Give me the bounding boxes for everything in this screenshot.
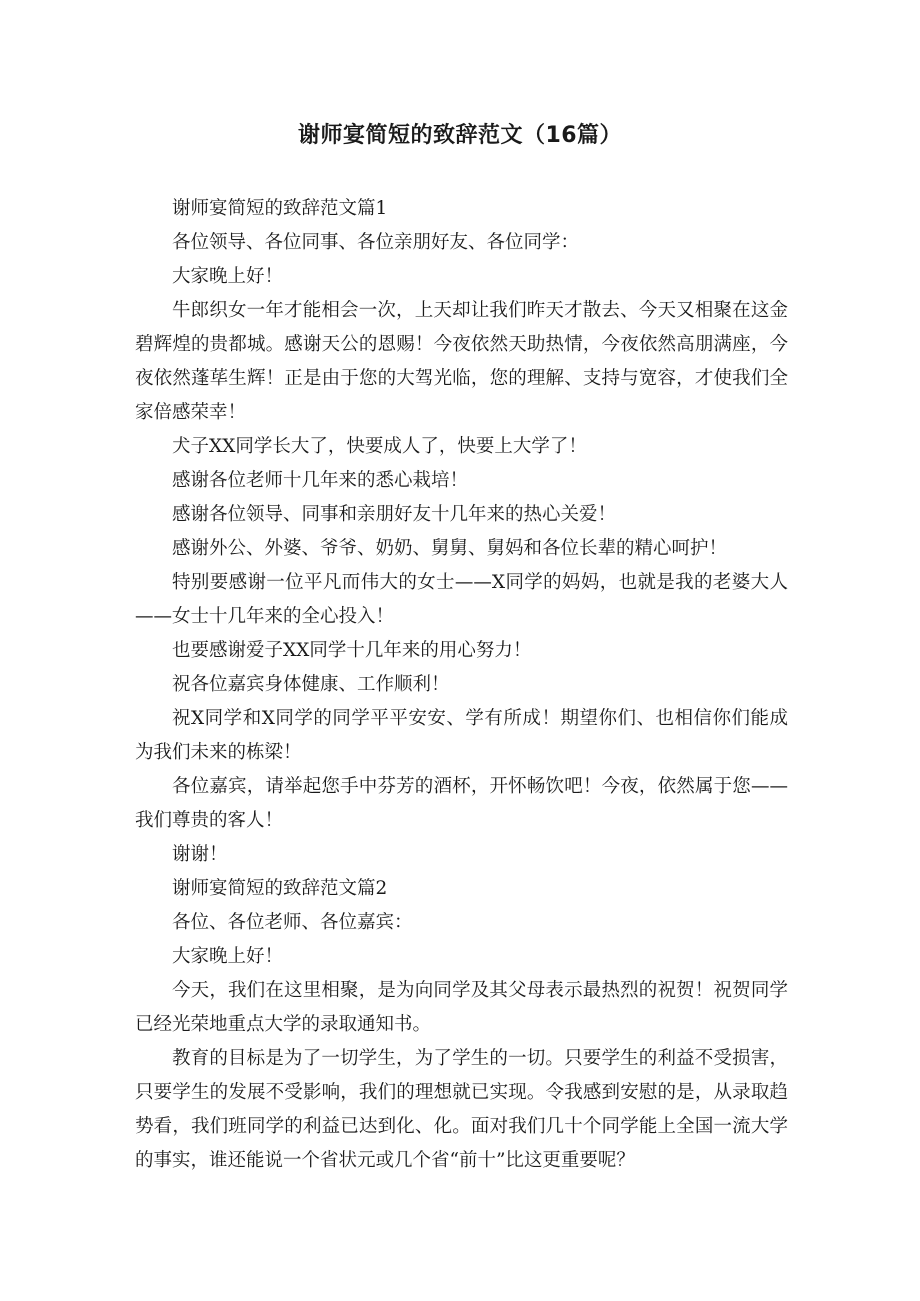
salutation: 各位、各位老师、各位嘉宾：	[172, 912, 413, 933]
paragraph: 感谢外公、外婆、爷爷、奶奶、舅舅、舅妈和各位长辈的精心呵护！	[172, 538, 728, 559]
paragraph: 各位嘉宾，请举起您手中芬芳的酒杯，开怀畅饮吧！今夜，依然属于您——我们尊贵的客人！	[135, 776, 788, 831]
paragraph: 犬子XX同学长大了，快要成人了，快要上大学了！	[172, 436, 587, 457]
section-heading: 谢师宴简短的致辞范文篇2	[172, 878, 388, 899]
salutation: 各位领导、各位同事、各位亲朋好友、各位同学：	[172, 232, 580, 253]
document-title: 谢师宴简短的致辞范文（16篇）	[297, 123, 623, 148]
section-heading: 谢师宴简短的致辞范文篇1	[172, 198, 388, 219]
paragraph: 牛郎织女一年才能相会一次，上天却让我们昨天才散去、今天又相聚在这金碧辉煌的贵都城。感谢天公的恩赐！今夜依然天助热情，今夜依然高朋满座，今夜依然蓬荜生辉！正是由于您的大驾光临，您的理解、支持与宽容，才使我们全家倍感荣幸！	[135, 300, 788, 423]
paragraph: 感谢各位领导、同事和亲朋好友十几年来的热心关爱！	[172, 504, 617, 525]
paragraph: 祝各位嘉宾身体健康、工作顺利！	[172, 674, 450, 695]
paragraph: 教育的目标是为了一切学生，为了学生的一切。只要学生的利益不受损害，只要学生的发展不受影响，我们的理想就已实现。令我感到安慰的是，从录取趋势看，我们班同学的利益已达到化、化。面对我们几十个同学能上全国一流大学的事实，谁还能说一个省状元或几个省“前十”比这更重要呢？	[135, 1048, 788, 1171]
paragraph: 感谢各位老师十几年来的悉心栽培！	[172, 470, 469, 491]
greeting: 大家晚上好！	[172, 946, 284, 967]
paragraph: 也要感谢爱子XX同学十几年来的用心努力！	[172, 640, 532, 661]
greeting: 大家晚上好！	[172, 266, 284, 287]
closing: 谢谢！	[172, 844, 228, 865]
paragraph: 祝X同学和X同学的同学平平安安、学有所成！期望你们、也相信你们能成为我们未来的栋梁！	[135, 708, 788, 763]
paragraph: 特别要感谢一位平凡而伟大的女士——X同学的妈妈，也就是我的老婆大人——女士十几年来的全心投入！	[135, 572, 788, 627]
paragraph: 今天，我们在这里相聚，是为向同学及其父母表示最热烈的祝贺！祝贺同学已经光荣地重点大学的录取通知书。	[135, 980, 788, 1035]
document-body	[135, 192, 788, 1178]
